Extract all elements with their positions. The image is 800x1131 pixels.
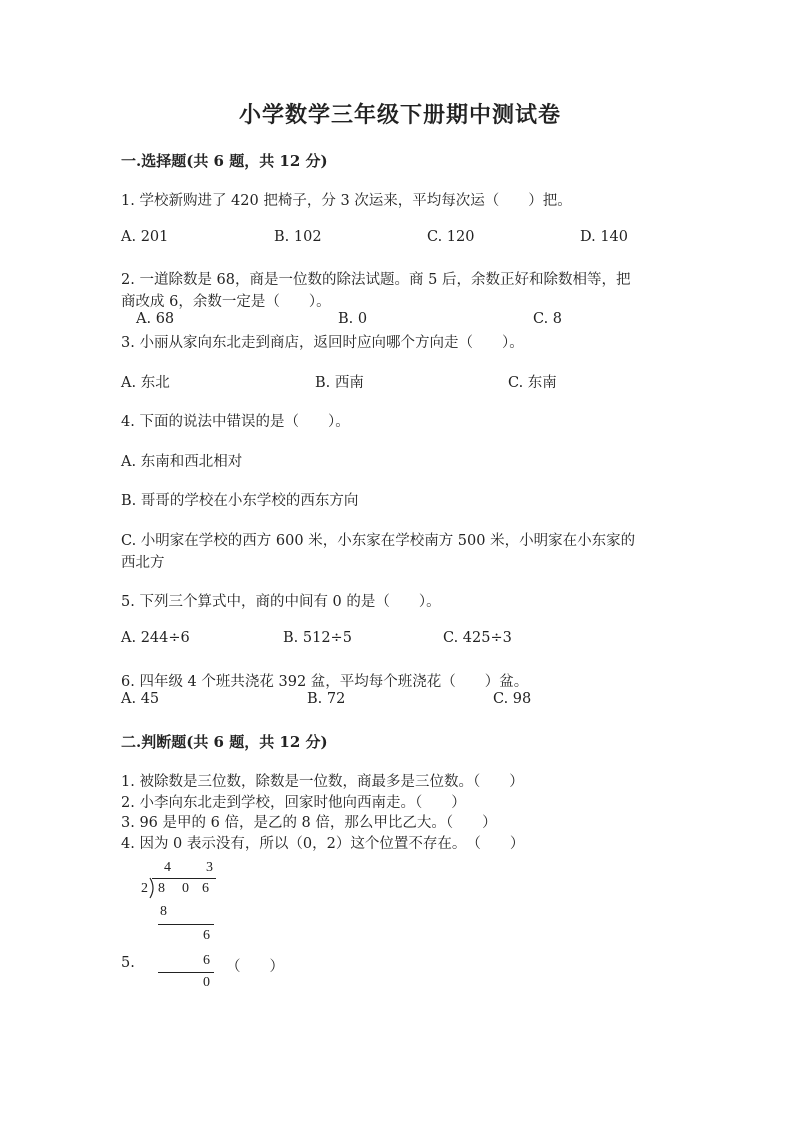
- option-1b: B. 102: [274, 229, 322, 245]
- option-1a: A. 201: [121, 229, 169, 245]
- step-2-remainder: 6: [203, 928, 210, 943]
- option-4a: A. 东南和西北相对: [121, 454, 243, 470]
- option-3a: A. 东北: [121, 375, 170, 391]
- option-5a: A. 244÷6: [121, 630, 190, 646]
- final-remainder: 0: [203, 975, 210, 990]
- option-5b: B. 512÷5: [283, 630, 352, 646]
- question-5: 5. 下列三个算式中，商的中间有 0 的是（ ）。: [121, 594, 441, 610]
- option-3c: C. 东南: [508, 375, 557, 391]
- division-bar: [152, 878, 216, 879]
- option-1d: D. 140: [580, 229, 629, 245]
- dividend-digit-3: 6: [202, 881, 209, 896]
- quotient-digit-2: 3: [206, 860, 213, 875]
- question-2-line2: 商改成 6，余数一定是（ ）。: [121, 294, 331, 310]
- judgement-5-paren: （ ）: [226, 959, 284, 975]
- step-3-product: 6: [203, 953, 210, 968]
- question-2-line1: 2. 一道除数是 68，商是一位数的除法试题。商 5 后，余数正好和除数相等，把: [121, 272, 631, 288]
- option-4b: B. 哥哥的学校在小东学校的西东方向: [121, 493, 359, 509]
- page-title: 小学数学三年级下册期中测试卷: [238, 102, 561, 128]
- option-4c-line1: C. 小明家在学校的西方 600 米，小东家在学校南方 500 米，小明家在小东家的: [121, 533, 636, 549]
- question-3: 3. 小丽从家向东北走到商店，返回时应向哪个方向走（ ）。: [121, 335, 524, 351]
- question-6: 6. 四年级 4 个班共浇花 392 盆，平均每个班浇花（ ）盆。: [121, 674, 529, 690]
- section-heading-judgement: 二.判断题(共 6 题，共 12 分): [121, 733, 328, 751]
- question-1: 1. 学校新购进了 420 把椅子，分 3 次运来，平均每次运（ ）把。: [121, 193, 572, 209]
- dividend-digit-1: 8: [158, 881, 165, 896]
- option-6a: A. 45: [121, 691, 160, 707]
- judgement-1: 1. 被除数是三位数，除数是一位数，商最多是三位数。（ ）: [121, 774, 524, 790]
- option-2b: B. 0: [338, 311, 368, 327]
- division-bracket: [147, 877, 157, 899]
- option-1c: C. 120: [427, 229, 475, 245]
- dividend-digit-2: 0: [182, 881, 189, 896]
- step-3-line: [158, 972, 214, 973]
- option-6b: B. 72: [307, 691, 346, 707]
- judgement-2: 2. 小李向东北走到学校，回家时他向西南走。（ ）: [121, 795, 466, 811]
- quotient-digit-1: 4: [164, 860, 171, 875]
- judgement-4: 4. 因为 0 表示没有，所以（0，2）这个位置不存在。 （ ）: [121, 836, 525, 852]
- judgement-3: 3. 96 是甲的 6 倍，是乙的 8 倍，那么甲比乙大。（ ）: [121, 815, 497, 831]
- option-2c: C. 8: [533, 311, 563, 327]
- step-1-line: [158, 924, 214, 925]
- option-6c: C. 98: [493, 691, 532, 707]
- question-4: 4. 下面的说法中错误的是（ ）。: [121, 414, 350, 430]
- option-4c-line2: 西北方: [121, 555, 165, 571]
- judgement-5-label: 5.: [121, 955, 135, 971]
- step-1-product: 8: [160, 904, 167, 919]
- section-heading-choice: 一.选择题(共 6 题，共 12 分): [121, 152, 328, 170]
- option-2a: A. 68: [136, 311, 175, 327]
- option-3b: B. 西南: [315, 375, 364, 391]
- divisor: 2: [141, 881, 148, 896]
- option-5c: C. 425÷3: [443, 630, 512, 646]
